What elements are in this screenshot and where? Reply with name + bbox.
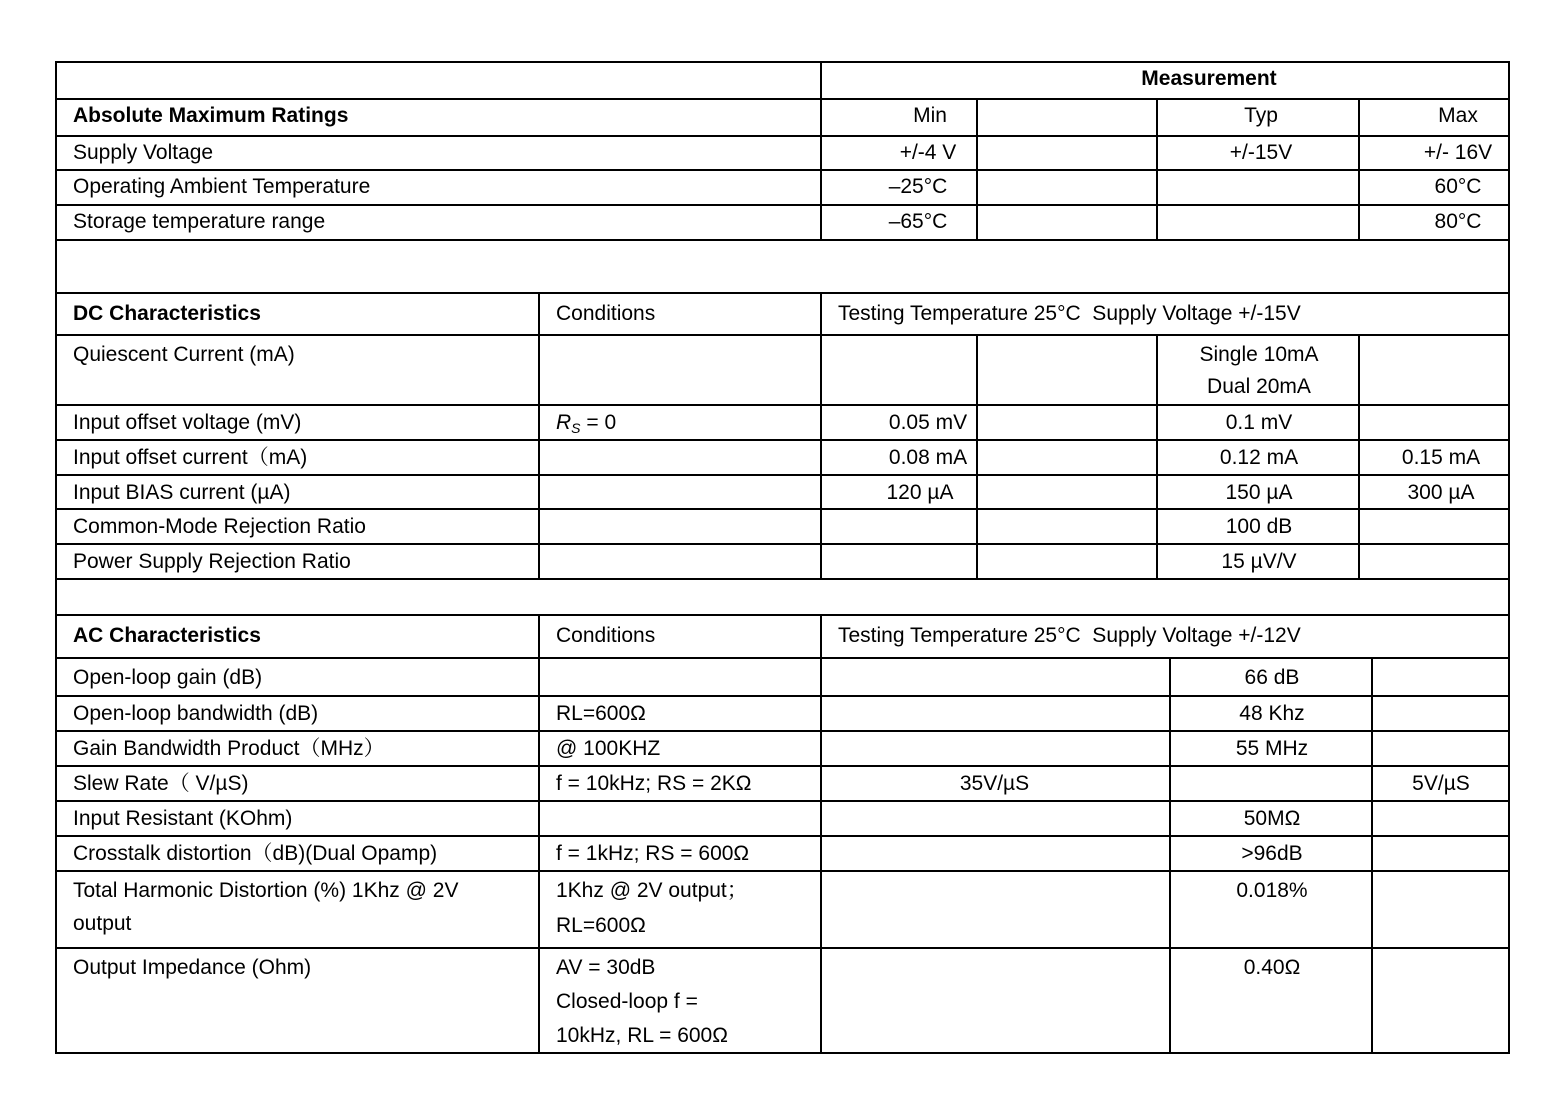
ac-param: Slew Rate（ V/µS) — [73, 772, 249, 795]
dc-param: Common-Mode Rejection Ratio — [73, 515, 366, 538]
row-line — [55, 292, 1510, 294]
ac-title: AC Characteristics — [73, 624, 261, 647]
dc-typ: 0.1 mV — [1225, 411, 1293, 434]
ac-typ: 48 Khz — [1239, 702, 1305, 725]
ac-condition: @ 100KHZ — [556, 737, 661, 760]
cond-subscript: S — [571, 420, 581, 436]
ac-param: Open-loop bandwidth (dB) — [73, 702, 319, 725]
ac-typ: 0.40Ω — [1243, 956, 1301, 979]
dc-param: Input offset current（mA) — [73, 446, 308, 469]
ac-typ: 50MΩ — [1243, 807, 1301, 830]
ac-param: Output Impedance (Ohm) — [73, 956, 312, 979]
abs-min: –65°C — [888, 210, 948, 233]
abs-min: –25°C — [888, 175, 948, 198]
dc-typ: 0.12 mA — [1219, 446, 1299, 469]
dc-param: Input BIAS current (µA) — [73, 481, 291, 504]
abs-param: Storage temperature range — [73, 210, 326, 233]
ac-param: Total Harmonic Distortion (%) 1Khz @ 2V — [73, 879, 459, 902]
dc-min: 120 µA — [886, 481, 954, 504]
dc-max: 300 µA — [1407, 481, 1475, 504]
ac-param: Crosstalk distortion（dB)(Dual Opamp) — [73, 842, 438, 865]
ac-condition: 10kHz, RL = 600Ω — [556, 1024, 728, 1047]
ac-conditions-label: Conditions — [556, 624, 656, 647]
dc-param: Input offset voltage (mV) — [73, 411, 302, 434]
ac-condition: 1Khz @ 2V output； — [556, 879, 748, 902]
ac-param: Gain Bandwidth Product（MHz） — [73, 737, 385, 760]
row-line — [55, 947, 1510, 949]
dc-param: Power Supply Rejection Ratio — [73, 550, 351, 573]
ac-param: Input Resistant (KOhm) — [73, 807, 293, 830]
abs-param: Supply Voltage — [73, 141, 214, 164]
abs-max: 60°C — [1434, 175, 1482, 198]
dc-condition — [540, 406, 616, 440]
row-line — [55, 614, 1510, 616]
row-line — [55, 334, 1510, 336]
dc-typ: Single 10mA — [1199, 343, 1319, 366]
ac-condition: f = 1kHz; RS = 600Ω — [556, 842, 750, 865]
ac-min: 35V/µS — [959, 772, 1030, 795]
ac-condition: Closed-loop f = — [556, 990, 698, 1013]
dc-min: 0.05 mV — [888, 411, 968, 434]
typ-header: Typ — [1244, 104, 1278, 127]
row-line — [55, 239, 1510, 241]
dc-typ: Dual 20mA — [1207, 375, 1311, 398]
dc-max: 0.15 mA — [1401, 446, 1481, 469]
dc-typ: 15 µV/V — [1221, 550, 1297, 573]
ac-condition: f = 10kHz; RS = 2KΩ — [556, 772, 752, 795]
abs-max: 80°C — [1434, 210, 1482, 233]
dc-title: DC Characteristics — [73, 302, 261, 325]
ac-param: Open-loop gain (dB) — [73, 666, 263, 689]
cond-rest: = 0 — [580, 411, 617, 434]
ac-max: 5V/µS — [1412, 772, 1470, 795]
abs-min: +/-4 V — [899, 141, 957, 164]
ac-typ: 0.018% — [1236, 879, 1308, 902]
ac-test-conditions: Testing Temperature 25°C Supply Voltage +/-12V — [838, 624, 1301, 647]
max-header: Max — [1438, 104, 1478, 127]
ac-typ: >96dB — [1241, 842, 1303, 865]
min-header: Min — [913, 104, 947, 127]
cond-symbol: R — [556, 411, 572, 434]
dc-test-conditions: Testing Temperature 25°C Supply Voltage +/-15V — [838, 302, 1301, 325]
dc-conditions-label: Conditions — [556, 302, 656, 325]
ac-condition: RL=600Ω — [556, 702, 646, 725]
dc-typ: 150 µA — [1225, 481, 1293, 504]
ac-condition: RL=600Ω — [556, 914, 646, 937]
col-line — [820, 614, 822, 1054]
abs-max: +/- 16V — [1423, 141, 1493, 164]
dc-param: Quiescent Current (mA) — [73, 343, 295, 366]
measurement-header: Measurement — [1141, 67, 1277, 90]
abs-param: Operating Ambient Temperature — [73, 175, 371, 198]
dc-min: 0.08 mA — [888, 446, 968, 469]
ac-param: output — [73, 912, 132, 935]
ac-typ: 55 MHz — [1235, 737, 1309, 760]
dc-typ: 100 dB — [1225, 515, 1293, 538]
absolute-max-title: Absolute Maximum Ratings — [73, 104, 349, 127]
ac-typ: 66 dB — [1244, 666, 1300, 689]
row-line — [55, 657, 1510, 659]
ac-condition: AV = 30dB — [556, 956, 656, 979]
abs-typ: +/-15V — [1229, 141, 1293, 164]
